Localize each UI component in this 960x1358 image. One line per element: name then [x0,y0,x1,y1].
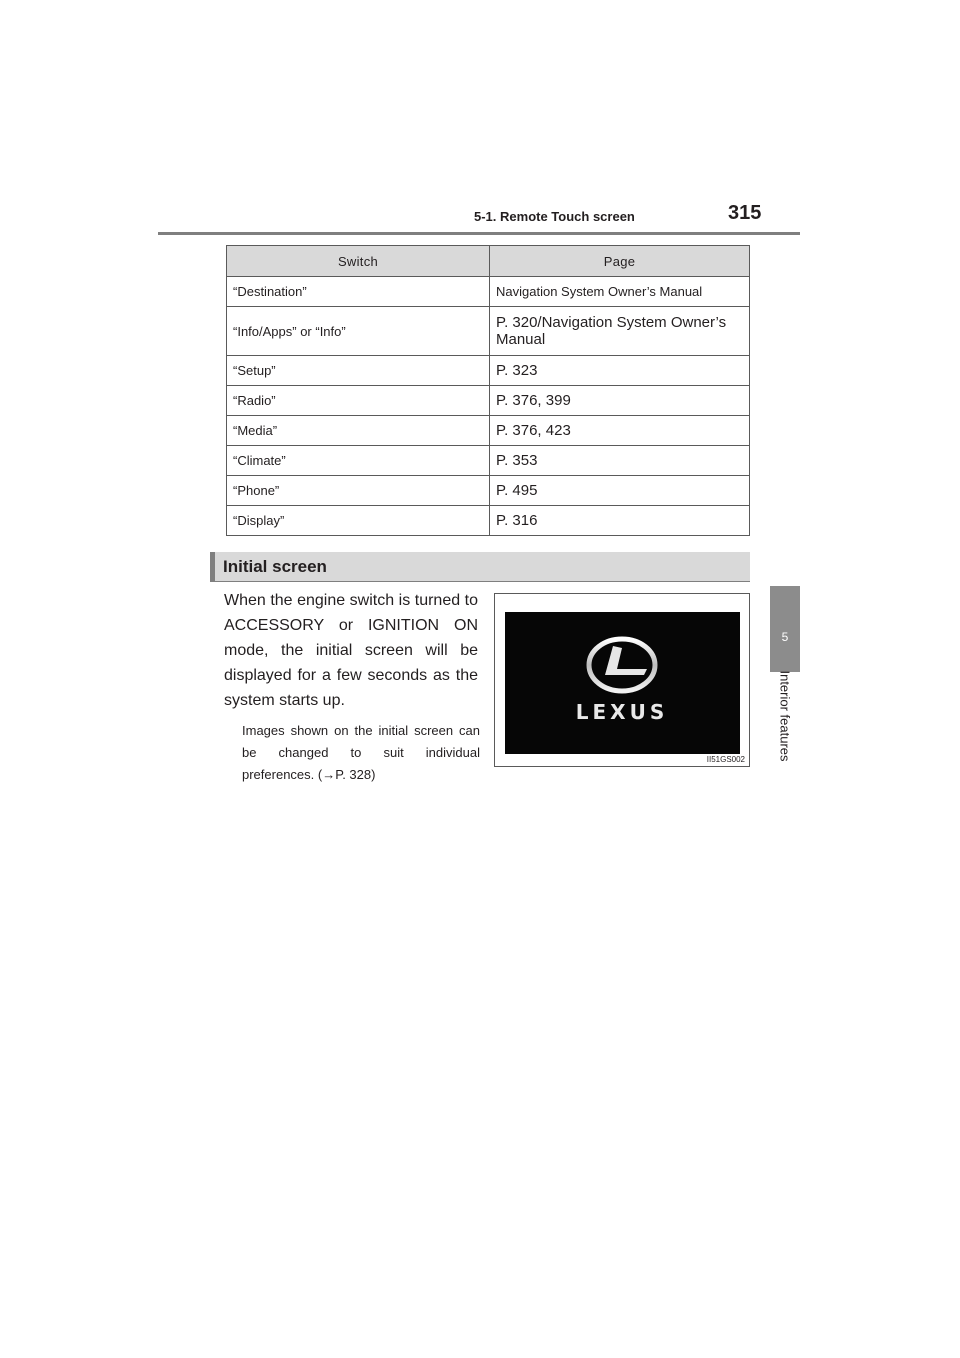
note-paragraph: Images shown on the initial screen can be changed to suit individual preferences. (→P. 328) [242,723,480,782]
section-heading: Initial screen [210,552,750,582]
switch-cell: “Setup” [227,356,490,386]
switch-cell: “Media” [227,416,490,446]
switch-cell: “Display” [227,506,490,536]
initial-screen-illustration [494,593,750,767]
section-title: 5-1. Remote Touch screen [474,209,635,224]
page-cell: P. 376, 423 [490,416,750,446]
chapter-label: Interior features [777,670,793,762]
switch-cell: “Phone” [227,476,490,506]
table-row [227,277,750,307]
page-cell: P. 316 [490,506,750,536]
page-cell: P. 323 [490,356,750,386]
switch-cell: “Info/Apps” or “Info” [227,307,490,356]
figure-code: II51GS002 [706,755,745,764]
table-row [227,356,750,386]
table-row [227,416,750,446]
table-row [227,446,750,476]
logo-wordmark: LEXUS [575,700,669,724]
switch-page-table [226,245,750,536]
header-divider [158,232,800,235]
chapter-tab [770,586,800,672]
page-cell: P. 320/Navigation System Owner’s Manual [490,307,750,356]
column-header-page: Page [490,246,750,277]
body-paragraph: When the engine switch is turned to ACCESSORY or IGNITION ON mode, the initial screen will be displayed for a few seconds as the system starts up. [224,592,478,709]
table-header-row [227,246,750,277]
switch-cell: “Radio” [227,386,490,416]
table-row [227,386,750,416]
switch-cell: “Destination” [227,277,490,307]
page-cell: P. 495 [490,476,750,506]
page-cell: P. 353 [490,446,750,476]
chapter-number: 5 [781,630,789,644]
lexus-logo-icon [505,612,740,754]
page-cell: Navigation System Owner’s Manual [490,277,750,307]
column-header-switch: Switch [227,246,490,277]
page-cell: P. 376, 399 [490,386,750,416]
table-row [227,476,750,506]
table-row [227,506,750,536]
page-number: 315 [728,202,762,224]
display-screen [505,612,740,754]
table-row [227,307,750,356]
switch-cell: “Climate” [227,446,490,476]
